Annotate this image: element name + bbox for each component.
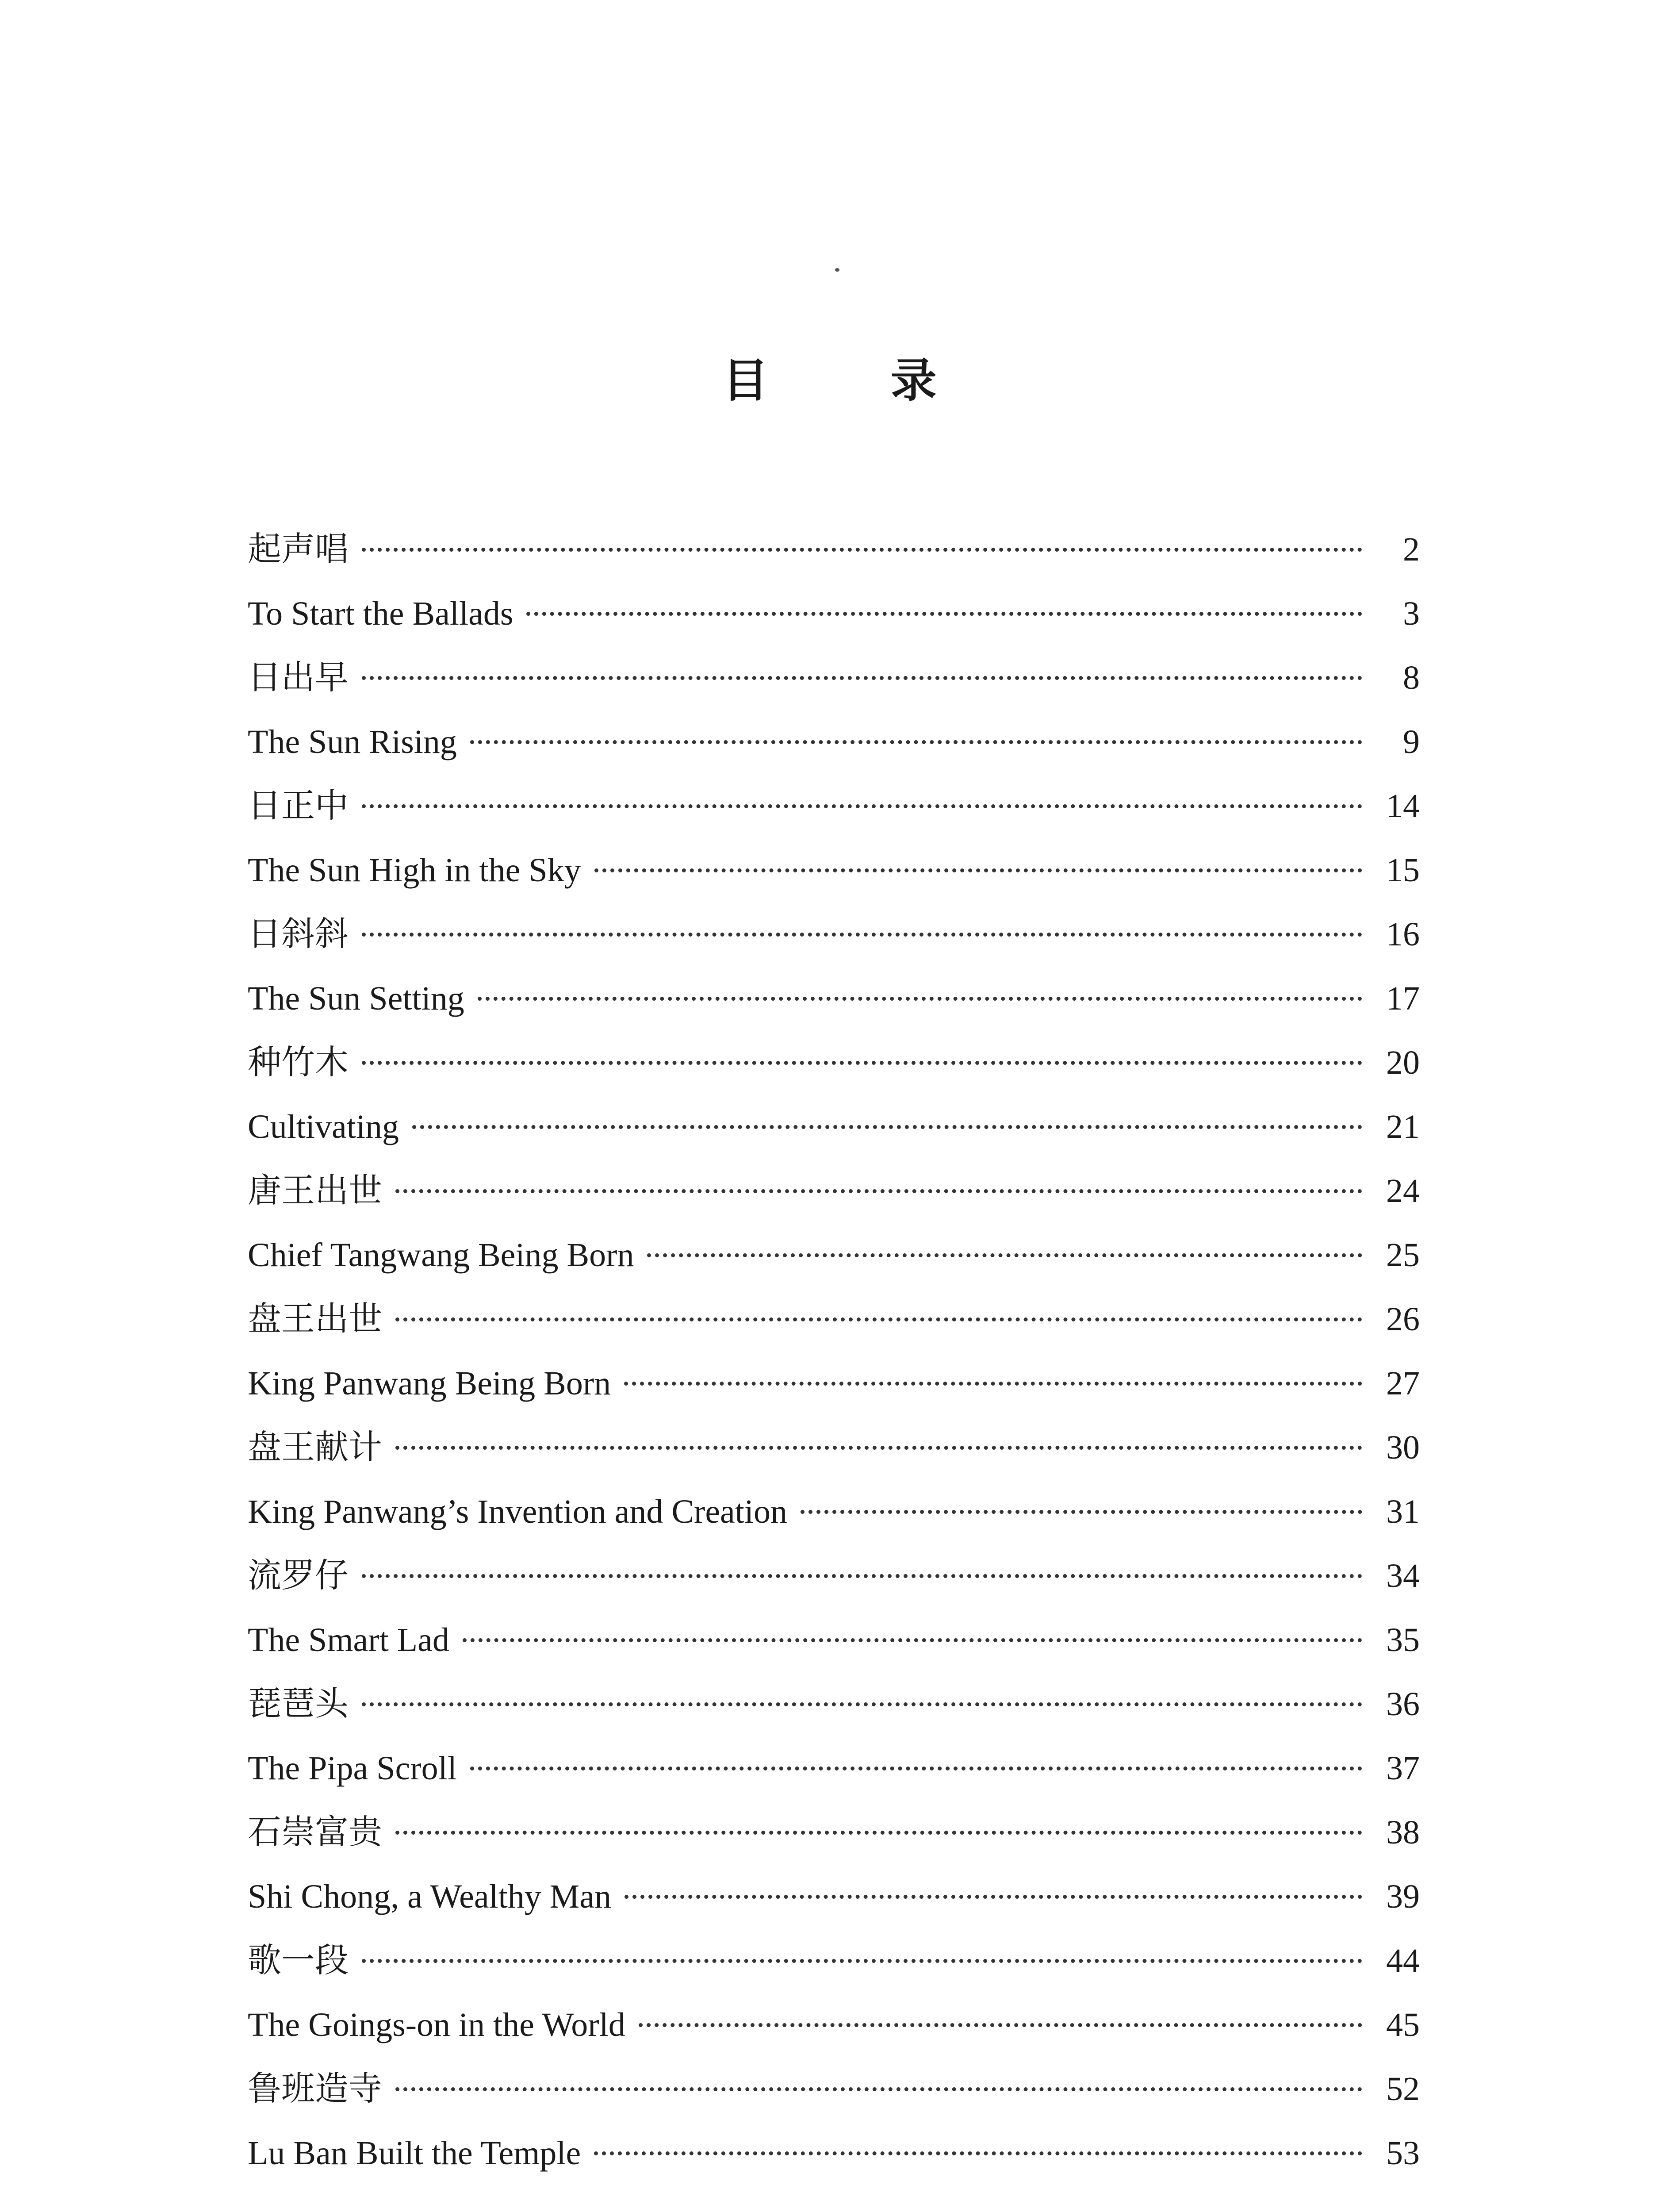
toc-entry — [248, 1736, 1420, 1801]
dot-leader — [412, 1125, 1362, 1129]
toc-entry — [248, 1993, 1420, 2057]
toc-entry-title: 盘王献计 — [248, 1429, 382, 1466]
dot-leader — [362, 1061, 1362, 1065]
dot-leader — [362, 676, 1362, 680]
dot-leader — [594, 868, 1362, 872]
toc-entry-page-number: 36 — [1386, 1686, 1420, 1723]
toc-entry-page-number: 14 — [1386, 787, 1420, 825]
print-speck — [835, 268, 839, 272]
toc-entry-page-number: 24 — [1386, 1172, 1420, 1210]
toc-entry-page-number: 38 — [1386, 1814, 1420, 1851]
toc-entry-page-number: 16 — [1386, 916, 1420, 953]
toc-entry-title: Lu Ban Built the Temple — [248, 2135, 581, 2172]
toc-entry-page-number: 8 — [1403, 659, 1420, 696]
toc-entry-title: 唐王出世 — [248, 1172, 382, 1210]
toc-entry — [248, 1095, 1420, 1159]
dot-leader — [624, 1382, 1362, 1386]
dot-leader — [362, 1574, 1362, 1578]
toc-entry — [248, 518, 1420, 582]
dot-leader — [395, 1189, 1362, 1193]
dot-leader — [526, 612, 1362, 616]
toc-entry-title: 琵琶头 — [248, 1686, 349, 1723]
toc-entry-page-number: 44 — [1386, 1942, 1420, 1979]
toc-entry-page-number: 45 — [1386, 2006, 1420, 2043]
dot-leader — [395, 2087, 1362, 2091]
toc-entry-page-number: 2 — [1403, 531, 1420, 568]
toc-entry-page-number: 34 — [1386, 1557, 1420, 1594]
dot-leader — [395, 1446, 1362, 1450]
toc-entry — [248, 774, 1420, 838]
toc-entry-page-number: 37 — [1386, 1750, 1420, 1787]
toc-entry-title: Chief Tangwang Being Born — [248, 1237, 634, 1274]
dot-leader — [362, 1959, 1362, 1963]
dot-leader — [395, 1831, 1362, 1835]
dot-leader — [470, 1767, 1362, 1770]
toc-entry — [248, 1801, 1420, 1865]
toc-entry — [248, 1929, 1420, 1993]
toc-entry-title: 起声唱 — [248, 531, 349, 568]
toc-entry — [248, 582, 1420, 646]
toc-entry — [248, 1608, 1420, 1672]
toc-entry — [248, 1287, 1420, 1352]
toc-entry — [248, 2121, 1420, 2185]
toc-entry-page-number: 26 — [1386, 1301, 1420, 1338]
toc-entry — [248, 1672, 1420, 1736]
toc-entry — [248, 838, 1420, 902]
toc-entry-page-number: 15 — [1386, 852, 1420, 889]
toc-entry-page-number: 53 — [1386, 2135, 1420, 2172]
toc-entry-title: Shi Chong, a Wealthy Man — [248, 1878, 612, 1915]
toc-entry-title: The Goings-on in the World — [248, 2006, 625, 2043]
toc-entry-title: 日斜斜 — [248, 916, 349, 953]
toc-entry-page-number: 20 — [1386, 1044, 1420, 1081]
toc-entry-title: The Pipa Scroll — [248, 1750, 457, 1787]
toc-entry-title: Cultivating — [248, 1108, 399, 1145]
toc-entry-title: 歌一段 — [248, 1942, 349, 1979]
toc-entry-title: 鲁班造寺 — [248, 2070, 382, 2108]
dot-leader — [395, 1317, 1362, 1321]
table-of-contents — [248, 518, 1420, 2185]
toc-entry — [248, 1223, 1420, 1287]
toc-entry-page-number: 30 — [1386, 1429, 1420, 1466]
toc-entry — [248, 646, 1420, 710]
toc-entry-title: 日正中 — [248, 787, 349, 825]
dot-leader — [362, 1702, 1362, 1706]
dot-leader — [647, 1253, 1362, 1257]
toc-entry-page-number: 31 — [1386, 1493, 1420, 1530]
toc-entry-page-number: 35 — [1386, 1621, 1420, 1659]
toc-entry-page-number: 3 — [1403, 595, 1420, 632]
toc-entry-title: To Start the Ballads — [248, 595, 513, 632]
dot-leader — [594, 2151, 1362, 2155]
toc-entry — [248, 967, 1420, 1031]
toc-entry-title: 流罗仔 — [248, 1557, 349, 1594]
toc-entry-title: King Panwang Being Born — [248, 1365, 611, 1402]
toc-entry — [248, 1031, 1420, 1095]
dot-leader — [470, 740, 1362, 744]
toc-entry-title: The Sun Rising — [248, 723, 457, 760]
dot-leader — [362, 804, 1362, 808]
dot-leader — [463, 1638, 1362, 1642]
dot-leader — [625, 1895, 1362, 1899]
toc-entry — [248, 1159, 1420, 1223]
toc-entry-page-number: 25 — [1386, 1237, 1420, 1274]
toc-entry-title: 日出早 — [248, 659, 349, 696]
toc-entry-title: 盘王出世 — [248, 1301, 382, 1338]
toc-entry — [248, 1544, 1420, 1608]
toc-entry — [248, 1865, 1420, 1929]
toc-entry-page-number: 39 — [1386, 1878, 1420, 1915]
toc-entry-title: The Sun High in the Sky — [248, 852, 581, 889]
dot-leader — [801, 1510, 1362, 1514]
toc-entry — [248, 710, 1420, 774]
toc-entry-page-number: 21 — [1386, 1108, 1420, 1145]
dot-leader — [362, 548, 1362, 552]
toc-entry-title: 种竹木 — [248, 1044, 349, 1081]
toc-entry-page-number: 9 — [1403, 723, 1420, 760]
toc-entry — [248, 1352, 1420, 1416]
toc-entry-title: 石崇富贵 — [248, 1814, 382, 1851]
dot-leader — [478, 997, 1362, 1001]
dot-leader — [639, 2023, 1362, 2027]
dot-leader — [362, 933, 1362, 937]
toc-entry — [248, 2057, 1420, 2121]
page-title: 目 录 — [722, 353, 990, 407]
toc-entry-page-number: 52 — [1386, 2070, 1420, 2108]
toc-entry — [248, 1416, 1420, 1480]
toc-entry — [248, 1480, 1420, 1544]
toc-entry-title: King Panwang’s Invention and Creation — [248, 1493, 788, 1530]
toc-entry-title: The Smart Lad — [248, 1621, 449, 1659]
toc-entry-page-number: 17 — [1386, 980, 1420, 1017]
toc-entry-page-number: 27 — [1386, 1365, 1420, 1402]
toc-entry — [248, 902, 1420, 967]
toc-entry-title: The Sun Setting — [248, 980, 464, 1017]
